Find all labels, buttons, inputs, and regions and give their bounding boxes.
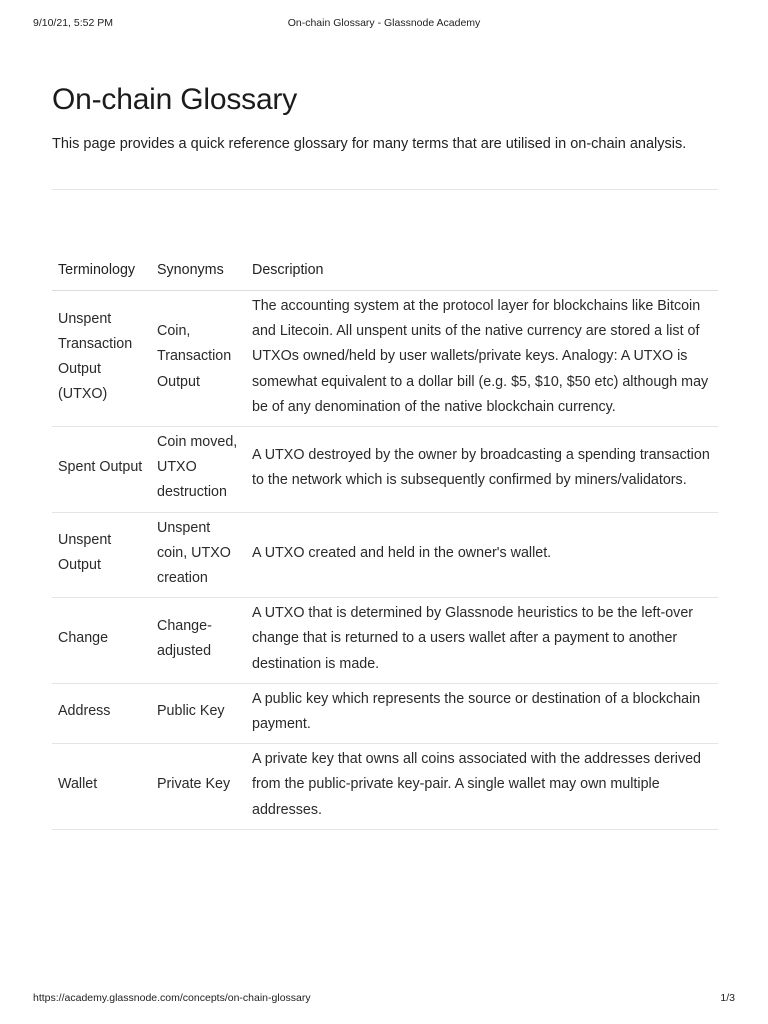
table-row bbox=[52, 683, 718, 743]
description-cell: A UTXO that is determined by Glassnode heuristics to be the left-over change that is returned to a users wallet after a payment to another destination is made. bbox=[246, 598, 718, 684]
page-title: On-chain Glossary bbox=[52, 83, 298, 116]
synonyms-cell: Unspent coin, UTXO creation bbox=[151, 512, 246, 598]
description-cell: The accounting system at the protocol layer for blockchains like Bitcoin and Litecoin. All unspent units of the native currency are stored a list of UTXOs owned/held by user wallets/private keys. Analogy: A UTXO is somewhat equivalent to a dollar bill (e.g. $5, $10, $50 etc) although may be of any denomination of the native blockchain currency. bbox=[246, 291, 718, 427]
table-row bbox=[52, 291, 718, 427]
term-cell: Wallet bbox=[52, 744, 151, 830]
synonyms-cell: Change-adjusted bbox=[151, 598, 246, 684]
table-row bbox=[52, 427, 718, 513]
table-header-row bbox=[52, 249, 718, 291]
main-content bbox=[52, 80, 718, 190]
description-cell: A public key which represents the source or destination of a blockchain payment. bbox=[246, 683, 718, 743]
synonyms-cell: Coin, Transaction Output bbox=[151, 291, 246, 427]
print-header bbox=[0, 17, 768, 31]
table-row bbox=[52, 598, 718, 684]
table-row bbox=[52, 744, 718, 830]
section-divider bbox=[52, 189, 718, 190]
term-cell: Address bbox=[52, 683, 151, 743]
term-cell: Change bbox=[52, 598, 151, 684]
print-footer bbox=[0, 992, 768, 1006]
table-row bbox=[52, 512, 718, 598]
term-cell: Spent Output bbox=[52, 427, 151, 513]
column-header-description: Description bbox=[246, 249, 718, 291]
synonyms-cell: Coin moved, UTXO destruction bbox=[151, 427, 246, 513]
glossary-table bbox=[52, 249, 718, 830]
print-url: https://academy.glassnode.com/concepts/on-chain-glossary bbox=[33, 992, 311, 1004]
column-header-synonyms: Synonyms bbox=[151, 249, 246, 291]
print-datetime: 9/10/21, 5:52 PM bbox=[33, 17, 113, 29]
synonyms-cell: Private Key bbox=[151, 744, 246, 830]
description-cell: A UTXO destroyed by the owner by broadcasting a spending transaction to the network which is subsequently confirmed by miners/validators. bbox=[246, 427, 718, 513]
print-page-title: On-chain Glossary - Glassnode Academy bbox=[287, 17, 481, 29]
page-number: 1/3 bbox=[720, 992, 735, 1004]
synonyms-cell: Public Key bbox=[151, 683, 246, 743]
intro-text: This page provides a quick reference glossary for many terms that are utilised in on-chain analysis. bbox=[52, 136, 687, 152]
description-cell: A UTXO created and held in the owner's wallet. bbox=[246, 512, 718, 598]
column-header-terminology: Terminology bbox=[52, 249, 151, 291]
term-cell: Unspent Output bbox=[52, 512, 151, 598]
description-cell: A private key that owns all coins associated with the addresses derived from the public-private key-pair. A single wallet may own multiple addresses. bbox=[246, 744, 718, 830]
term-cell: Unspent Transaction Output (UTXO) bbox=[52, 291, 151, 427]
